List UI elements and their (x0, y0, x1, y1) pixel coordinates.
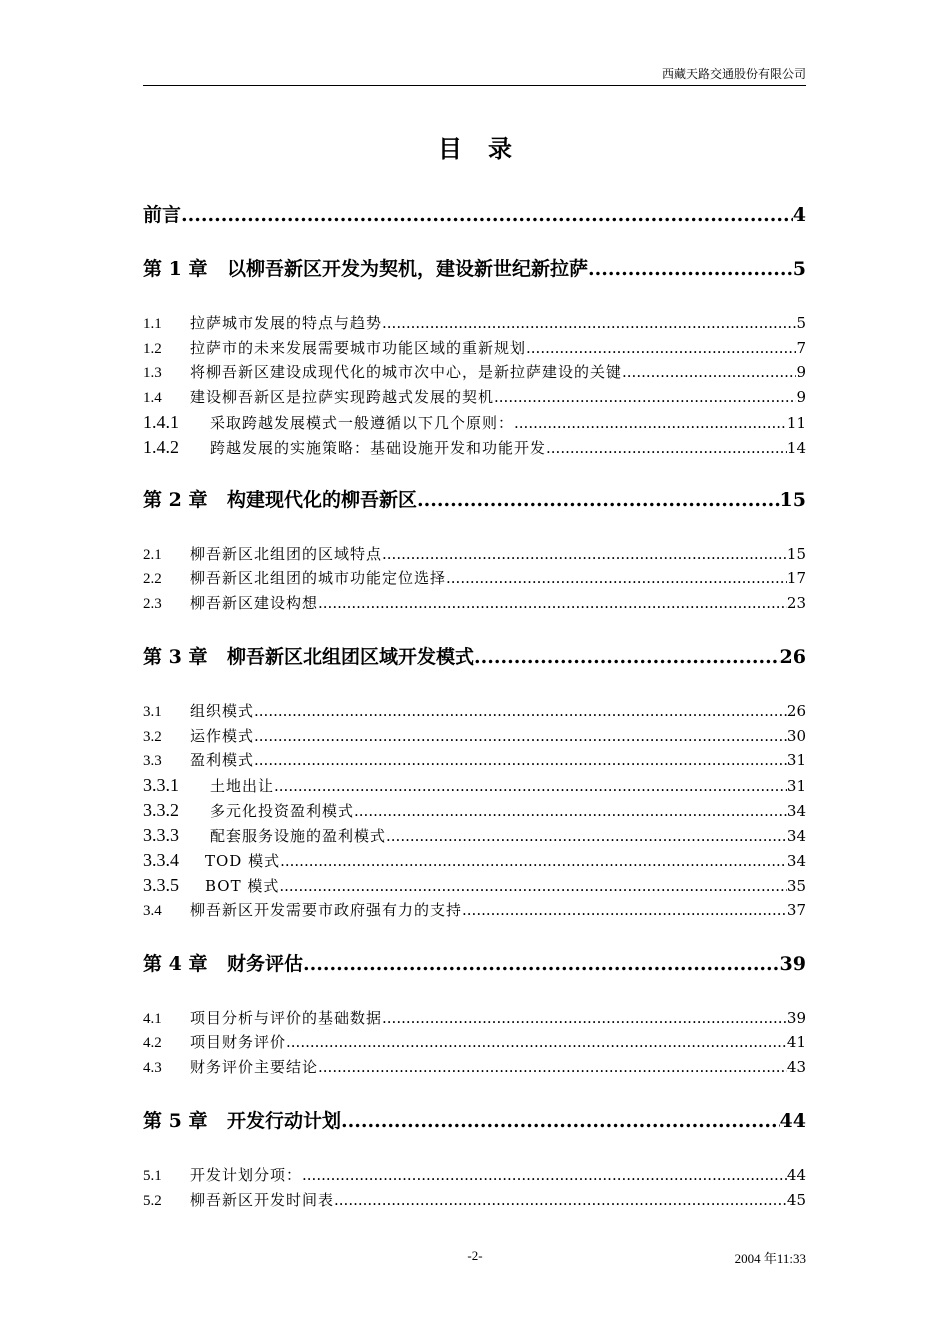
toc-entry-number: 1.1 (143, 316, 162, 332)
toc-entry-text: 柳吾新区北组团的区域特点 (190, 545, 383, 563)
toc-entry-text: 拉萨城市发展的特点与趋势 (190, 314, 383, 332)
toc-entry-number: 1.2 (143, 341, 162, 357)
header-rule (143, 85, 806, 86)
dot-leader (417, 487, 780, 513)
toc-entry-number: 第 3 章 (143, 646, 208, 668)
toc-entry-page: 34 (786, 827, 806, 845)
toc-entry-chapter-2[interactable] (143, 487, 806, 513)
page-number: -2- (467, 1248, 483, 1263)
toc-entry-number: 第 5 章 (143, 1110, 208, 1132)
toc-entry-number: 第 4 章 (143, 953, 208, 975)
dot-leader (318, 1056, 787, 1078)
toc-entry-page: 11 (786, 414, 806, 432)
toc-entry-page: 7 (796, 339, 806, 357)
toc-entry-page: 39 (786, 1009, 806, 1027)
dot-leader (622, 361, 796, 383)
toc-entry-text: BOT 模式 (205, 877, 280, 895)
toc-entry-4-3[interactable] (143, 1056, 806, 1078)
toc-entry-number: 3.3.5 (143, 875, 179, 895)
toc-entry-number: 2.2 (143, 571, 162, 587)
toc-entry-2-2[interactable] (143, 567, 806, 589)
toc-entry-number: 4.3 (143, 1060, 162, 1076)
dot-leader (254, 749, 787, 771)
toc-entry-text: 盈利模式 (190, 751, 255, 769)
toc-entry-2-1[interactable] (143, 543, 806, 565)
toc-entry-1-4-2[interactable] (143, 436, 806, 458)
toc-entry-text: 拉萨市的未来发展需要城市功能区域的重新规划 (190, 339, 527, 357)
toc-entry-number: 3.2 (143, 729, 162, 745)
toc-entry-text: 项目分析与评价的基础数据 (190, 1009, 383, 1027)
toc-entry-text: 柳吾新区北组团区域开发模式 (227, 646, 475, 668)
toc-entry-number: 4.1 (143, 1011, 162, 1027)
toc-entry-page: 35 (786, 877, 806, 895)
toc-entry-number: 3.3.1 (143, 775, 179, 795)
toc-entry-text: 将柳吾新区建设成现代化的城市次中心，是新拉萨建设的关键 (190, 363, 623, 381)
toc-entry-preface[interactable] (143, 202, 806, 228)
dot-leader (526, 337, 796, 359)
dot-leader (514, 412, 787, 433)
toc-entry-text: 开发行动计划 (227, 1110, 342, 1132)
footer-date: 2004 年11:33 (734, 1251, 806, 1266)
dot-leader (382, 1007, 787, 1029)
dot-leader (254, 700, 787, 722)
toc-entry-page: 5 (792, 258, 806, 280)
toc-entry-text: 开发计划分项： (190, 1166, 303, 1184)
toc-entry-3-3-4[interactable] (143, 849, 806, 871)
dot-leader (354, 800, 787, 821)
toc-entry-text: 柳吾新区开发时间表 (190, 1191, 335, 1209)
toc-entry-2-3[interactable] (143, 592, 806, 614)
dot-leader (382, 312, 796, 334)
toc-entry-page: 41 (786, 1033, 806, 1051)
toc-entry-page: 34 (786, 802, 806, 820)
dot-leader (302, 1164, 787, 1186)
dot-leader (181, 202, 793, 228)
dot-leader (386, 825, 787, 846)
toc-entry-number: 3.3.3 (143, 825, 179, 845)
dot-leader (546, 437, 787, 458)
toc-entry-chapter-3[interactable] (143, 644, 806, 670)
toc-entry-number: 1.4.2 (143, 437, 179, 457)
toc-entry-1-1[interactable] (143, 312, 806, 334)
toc-entry-page: 15 (779, 489, 806, 511)
toc-entry-text: 组织模式 (190, 702, 255, 720)
dot-leader (279, 875, 787, 896)
toc-entry-text: 配套服务设施的盈利模式 (210, 827, 387, 845)
toc-entry-text: 项目财务评价 (190, 1033, 287, 1051)
toc-entry-chapter-4[interactable] (143, 951, 806, 977)
dot-leader (446, 567, 787, 589)
toc-entry-1-4[interactable] (143, 386, 806, 408)
toc-entry-text: 土地出让 (210, 777, 275, 795)
toc-entry-3-4[interactable] (143, 899, 806, 921)
toc-entry-text: 柳吾新区开发需要市政府强有力的支持 (190, 901, 463, 919)
toc-entry-number: 1.3 (143, 365, 162, 381)
toc-entry-number: 第 2 章 (143, 489, 208, 511)
dot-leader (334, 1189, 787, 1211)
toc-entry-text: TOD 模式 (205, 852, 281, 870)
toc-entry-3-3-5[interactable] (143, 874, 806, 896)
toc-entry-number: 2.1 (143, 547, 162, 563)
dot-leader (318, 592, 787, 614)
dot-leader (254, 725, 787, 747)
toc-entry-page: 39 (779, 953, 806, 975)
toc-entry-text: 以柳吾新区开发为契机，建设新世纪新拉萨 (227, 258, 589, 280)
dot-leader (286, 1031, 787, 1053)
toc-entry-1-4-1[interactable] (143, 411, 806, 433)
toc-entry-3-3-3[interactable] (143, 824, 806, 846)
toc-entry-number: 5.2 (143, 1193, 162, 1209)
toc-entry-page: 15 (786, 545, 806, 563)
toc-entry-page: 23 (786, 594, 806, 612)
toc-entry-page: 9 (796, 388, 806, 406)
toc-entry-page: 14 (786, 439, 806, 457)
toc-entry-text: 构建现代化的柳吾新区 (227, 489, 418, 511)
toc-entry-text: 多元化投资盈利模式 (210, 802, 355, 820)
dot-leader (280, 850, 787, 871)
dot-leader (303, 951, 780, 977)
toc-entry-4-2[interactable] (143, 1031, 806, 1053)
toc-entry-number: 3.1 (143, 704, 162, 720)
toc-entry-3-2[interactable] (143, 725, 806, 747)
toc-entry-page: 5 (796, 314, 806, 332)
toc-entry-number: 3.3.2 (143, 800, 179, 820)
toc-entry-page: 34 (786, 852, 806, 870)
toc-entry-number: 5.1 (143, 1168, 162, 1184)
toc-entry-number: 3.4 (143, 903, 162, 919)
toc-entry-3-3-1[interactable] (143, 774, 806, 796)
toc-entry-page: 31 (786, 777, 806, 795)
dot-leader (494, 386, 796, 408)
toc-entry-text: 柳吾新区北组团的城市功能定位选择 (190, 569, 447, 587)
dot-leader (274, 775, 787, 796)
dot-leader (588, 256, 793, 282)
toc-entry-page: 17 (786, 569, 806, 587)
toc-entry-text: 建设柳吾新区是拉萨实现跨越式发展的契机 (190, 388, 495, 406)
toc-entry-text: 采取跨越发展模式一般遵循以下几个原则： (210, 414, 515, 432)
toc-entry-3-3[interactable] (143, 749, 806, 771)
toc-entry-number: 1.4.1 (143, 412, 179, 432)
toc-entry-page: 31 (786, 751, 806, 769)
toc-entry-text: 运作模式 (190, 727, 255, 745)
dot-leader (474, 644, 780, 670)
toc-entry-number: 4.2 (143, 1035, 162, 1051)
toc-title: 目录 (438, 134, 538, 163)
toc-entry-number: 3.3.4 (143, 850, 179, 870)
toc-entry-page: 4 (792, 204, 806, 226)
toc-entry-chapter-5[interactable] (143, 1108, 806, 1134)
toc-entry-text: 财务评估 (227, 953, 304, 975)
toc-entry-1-3[interactable] (143, 361, 806, 383)
toc-entry-3-1[interactable] (143, 700, 806, 722)
toc-entry-page: 43 (786, 1058, 806, 1076)
toc-entry-page: 26 (786, 702, 806, 720)
toc-entry-5-2[interactable] (143, 1189, 806, 1211)
toc-entry-chapter-1[interactable] (143, 256, 806, 282)
toc-entry-1-2[interactable] (143, 337, 806, 359)
toc-entry-number: 1.4 (143, 390, 162, 406)
dot-leader (462, 899, 787, 921)
toc-entry-5-1[interactable] (143, 1164, 806, 1186)
toc-entry-3-3-2[interactable] (143, 799, 806, 821)
toc-entry-number: 第 1 章 (143, 258, 208, 280)
toc-entry-page: 45 (786, 1191, 806, 1209)
page-header-company: 西藏天路交通股份有限公司 (661, 67, 806, 81)
toc-entry-page: 37 (786, 901, 806, 919)
toc-entry-text: 前言 (143, 204, 182, 226)
toc-entry-text: 柳吾新区建设构想 (190, 594, 319, 612)
toc-entry-text: 跨越发展的实施策略：基础设施开发和功能开发 (210, 439, 547, 457)
toc-entry-number: 3.3 (143, 753, 162, 769)
dot-leader (341, 1108, 780, 1134)
toc-entry-4-1[interactable] (143, 1007, 806, 1029)
toc-entry-text: 财务评价主要结论 (190, 1058, 319, 1076)
toc-entry-page: 30 (786, 727, 806, 745)
toc-entry-page: 9 (796, 363, 806, 381)
toc-entry-page: 44 (779, 1110, 806, 1132)
toc-entry-page: 26 (779, 646, 806, 668)
toc-entry-page: 44 (786, 1166, 806, 1184)
toc-entry-number: 2.3 (143, 596, 162, 612)
dot-leader (382, 543, 787, 565)
